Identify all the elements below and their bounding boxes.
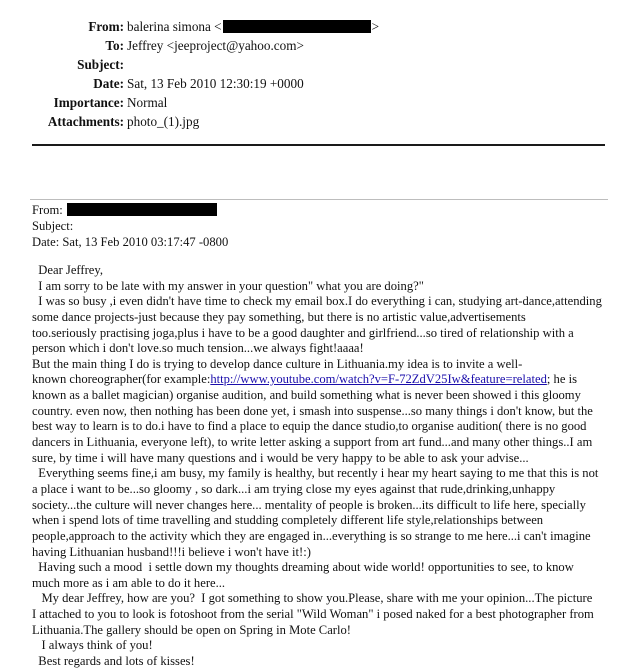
importance-label: Importance:	[53, 95, 124, 110]
body-line: when i spend lots of time travelling and studding completely different life style,relationships between	[32, 513, 544, 528]
header-from-row	[0, 17, 637, 36]
header-subject-row	[0, 55, 637, 74]
from-label: From:	[88, 19, 124, 34]
body-line: I attached to you to look is fotoshoot from the serial "Wild Woman" i posed naked for a best photographer from	[32, 607, 594, 622]
attachment-filename: photo_(1).jpg	[127, 114, 200, 129]
date-label: Date:	[93, 76, 124, 91]
body-text: ; he is	[546, 372, 577, 387]
forward-divider	[30, 199, 608, 200]
body-line: sure, by time i will have many questions and i would be very happy to be able to ask your advise...	[32, 450, 529, 465]
body-line: Everything seems fine,i am busy, my family is healthy, but recently i hear my heart saying to me that this is not	[32, 466, 599, 481]
youtube-link[interactable]: http://www.youtube.com/watch?v=F-72ZdV25Iw&feature=related	[210, 372, 547, 387]
email-header	[0, 17, 637, 131]
forwarded-subject-label: Subject:	[32, 219, 74, 233]
body-line: society...the culture will never changes here... mentality of people is broken...its difficult to life here, specially	[32, 497, 586, 512]
redaction-bar	[223, 20, 371, 33]
from-close: >	[371, 19, 380, 34]
forwarded-meta	[32, 202, 228, 250]
body-text: known choreographer(for example:	[32, 372, 211, 387]
body-line: I always think of you!	[32, 638, 153, 653]
body-line: But the main thing I do is trying to develop dance culture in Lithuania.my idea is to invite a well-	[32, 356, 523, 371]
body-line: I am sorry to be late with my answer in your question" what you are doing?"	[32, 278, 424, 293]
body-line: person which i don't love.so much tension...we always fight!aaaa!	[32, 341, 364, 356]
body-line: Having such a mood i settle down my thoughts dreaming about wide world! opportunities to see, to know	[32, 560, 574, 575]
body-line: Lithuania.The gallery should be open on Spring in Mote Carlo!	[32, 622, 351, 637]
body-line: too.seriously practising joga,plus i have to be a good daughter and girlfriend...so tired of relationship with a	[32, 325, 574, 340]
body-line: country. even now, then nothing has been done yet, i smash into suspense...so many things i don't know, but the	[32, 403, 593, 418]
body-line: My dear Jeffrey, how are you? I got something to show you.Please, share with me your opinion...The picture	[32, 591, 593, 606]
message-body	[32, 263, 614, 670]
header-to-row	[0, 36, 637, 55]
body-line	[32, 372, 614, 388]
body-line: having Lithuanian husband!!!i believe i won't have it!:)	[32, 544, 311, 559]
subject-label: Subject:	[77, 57, 124, 72]
forwarded-from-row	[32, 202, 228, 218]
redaction-bar	[67, 203, 217, 216]
header-date-row	[0, 74, 637, 93]
body-line: dancers in Lithuania, everyone left), to write letter asking a support from art fund...and many other things..I am	[32, 435, 593, 450]
to-value: Jeffrey <jeeproject@yahoo.com>	[127, 38, 304, 53]
importance-value: Normal	[127, 95, 168, 110]
body-line: much more as i am able to do it here...	[32, 575, 226, 590]
body-line: known as a ballet magician) organise audition, and build something what is never been showed i this gloomy	[32, 388, 581, 403]
date-value: Sat, 13 Feb 2010 12:30:19 +0000	[127, 76, 304, 91]
body-line: a place i want to be...so gloomy , so dark...i am trying close my eyes against that rude,drinking,unhappy	[32, 481, 556, 496]
body-line: best way to learn is to do.i have to find a place to equip the dance studio,to organise audition( there is no good	[32, 419, 587, 434]
from-value	[127, 17, 379, 36]
body-line: Best regards and lots of kisses!	[32, 654, 195, 669]
body-line: Dear Jeffrey,	[32, 263, 103, 277]
body-line: some dance projects-just because they pay something, but there is no artistic value,advertisements	[32, 309, 526, 324]
body-line: I was so busy ,i even didn't have time to check my email box.I do everything i can, studying art-dance,attending	[32, 294, 602, 309]
attachments-label: Attachments:	[47, 114, 124, 129]
to-label: To:	[105, 38, 124, 53]
from-name: balerina simona <	[127, 19, 222, 34]
header-divider	[32, 144, 605, 146]
body-line: people,approach to the activity which they are engaged in...everything is so strange to me here...i can't imagine	[32, 528, 591, 543]
forwarded-date: Date: Sat, 13 Feb 2010 03:17:47 -0800	[32, 235, 229, 249]
forwarded-from-label: From:	[32, 203, 63, 217]
header-importance-row	[0, 93, 637, 112]
header-attachments-row	[0, 112, 637, 131]
